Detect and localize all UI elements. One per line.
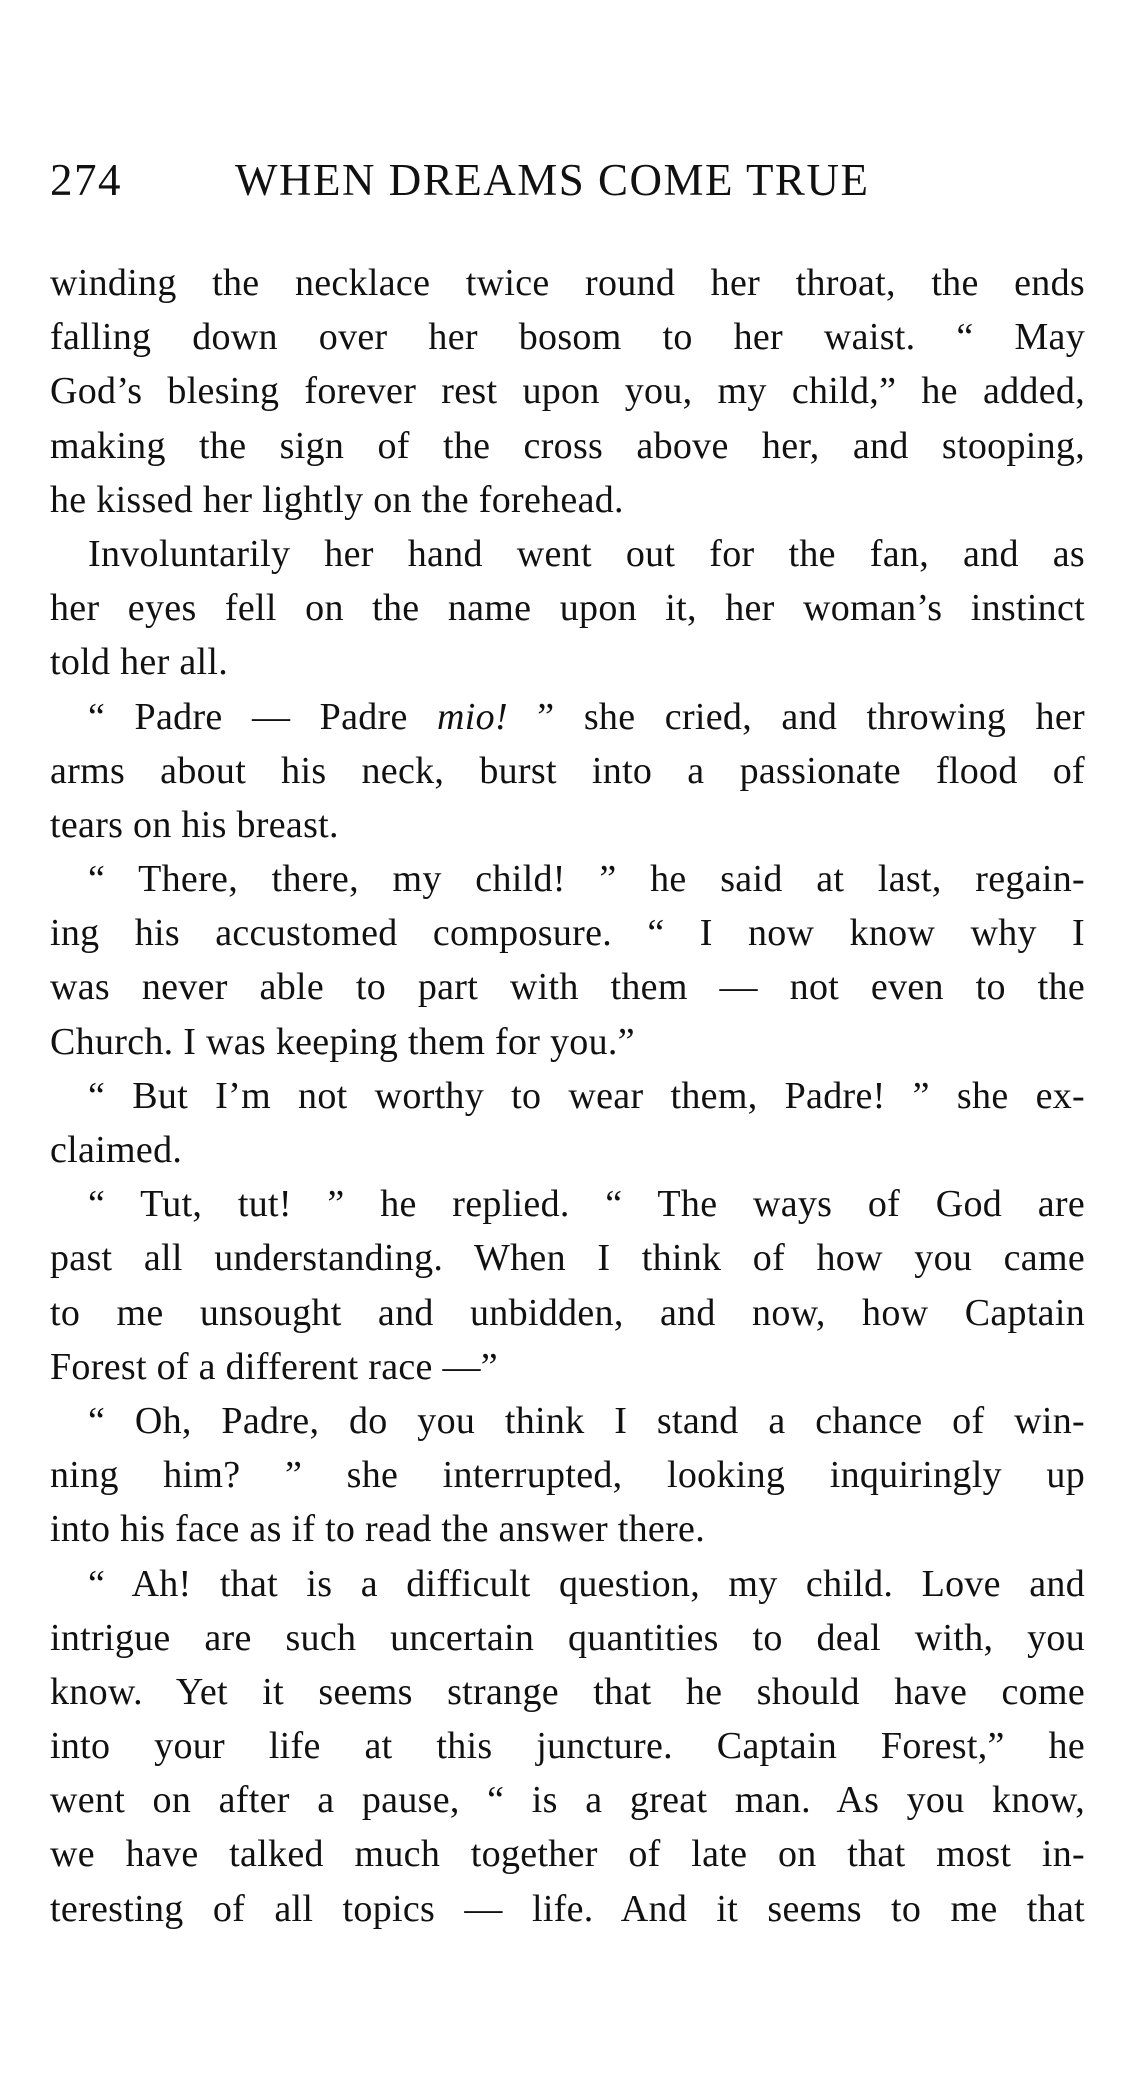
- text-line: falling down over her bosom to her waist. “ May: [50, 316, 1085, 359]
- page-number: 274: [50, 155, 122, 205]
- page-header: [50, 150, 1085, 210]
- text-line: “ Oh, Padre, do you think I stand a chance of win-: [88, 1399, 1085, 1442]
- text-line: into his face as if to read the answer there.: [50, 1508, 706, 1551]
- text-line: past all understanding. When I think of how you came: [50, 1237, 1085, 1280]
- text-line: Forest of a different race —”: [50, 1345, 498, 1388]
- text-line: “ There, there, my child! ” he said at last, regain-: [88, 858, 1085, 901]
- body-text: [50, 256, 1085, 1936]
- text-line: know. Yet it seems strange that he should have come: [50, 1670, 1085, 1713]
- text-line: went on after a pause, “ is a great man. As you know,: [50, 1779, 1085, 1822]
- text-line: “ Ah! that is a difficult question, my child. Love and: [88, 1562, 1085, 1605]
- text-line: he kissed her lightly on the forehead.: [50, 478, 624, 521]
- text-line: “ Tut, tut! ” he replied. “ The ways of God are: [88, 1183, 1085, 1226]
- text-line: was never able to part with them — not even to the: [50, 966, 1085, 1009]
- text-line: arms about his neck, burst into a passionate flood of: [50, 749, 1085, 792]
- text-line: “ But I’m not worthy to wear them, Padre! ” she ex-: [88, 1074, 1085, 1117]
- text-line: told her all.: [50, 641, 229, 684]
- text-line: her eyes fell on the name upon it, her woman’s instinct: [50, 587, 1085, 630]
- text-line: ing his accustomed composure. “ I now know why I: [50, 912, 1085, 955]
- text-line: [50, 690, 1085, 744]
- text-line: intrigue are such uncertain quantities to deal with, you: [50, 1616, 1085, 1659]
- text-line: teresting of all topics — life. And it seems to me that: [50, 1887, 1085, 1930]
- book-page: [50, 150, 1085, 1936]
- padre-mio-line: “ Padre — Padre mio! ” she cried, and throwing her: [88, 695, 1085, 738]
- text-line: tears on his breast.: [50, 803, 339, 846]
- text-line: to me unsought and unbidden, and now, how Captain: [50, 1291, 1085, 1334]
- text-line: ning him? ” she interrupted, looking inquiringly up: [50, 1454, 1085, 1497]
- text-line: into your life at this juncture. Captain Forest,” he: [50, 1725, 1085, 1768]
- text-line: making the sign of the cross above her, and stooping,: [50, 424, 1085, 467]
- text-line: Church. I was keeping them for you.”: [50, 1020, 635, 1063]
- text-line: we have talked much together of late on that most in-: [50, 1833, 1085, 1876]
- text-line: God’s blesing forever rest upon you, my child,” he added,: [50, 370, 1085, 413]
- text-line: claimed.: [50, 1129, 183, 1171]
- text-line: winding the necklace twice round her throat, the ends: [50, 262, 1085, 304]
- text-line: Involuntarily her hand went out for the fan, and as: [88, 532, 1085, 575]
- running-title: WHEN DREAMS COME TRUE: [235, 155, 870, 205]
